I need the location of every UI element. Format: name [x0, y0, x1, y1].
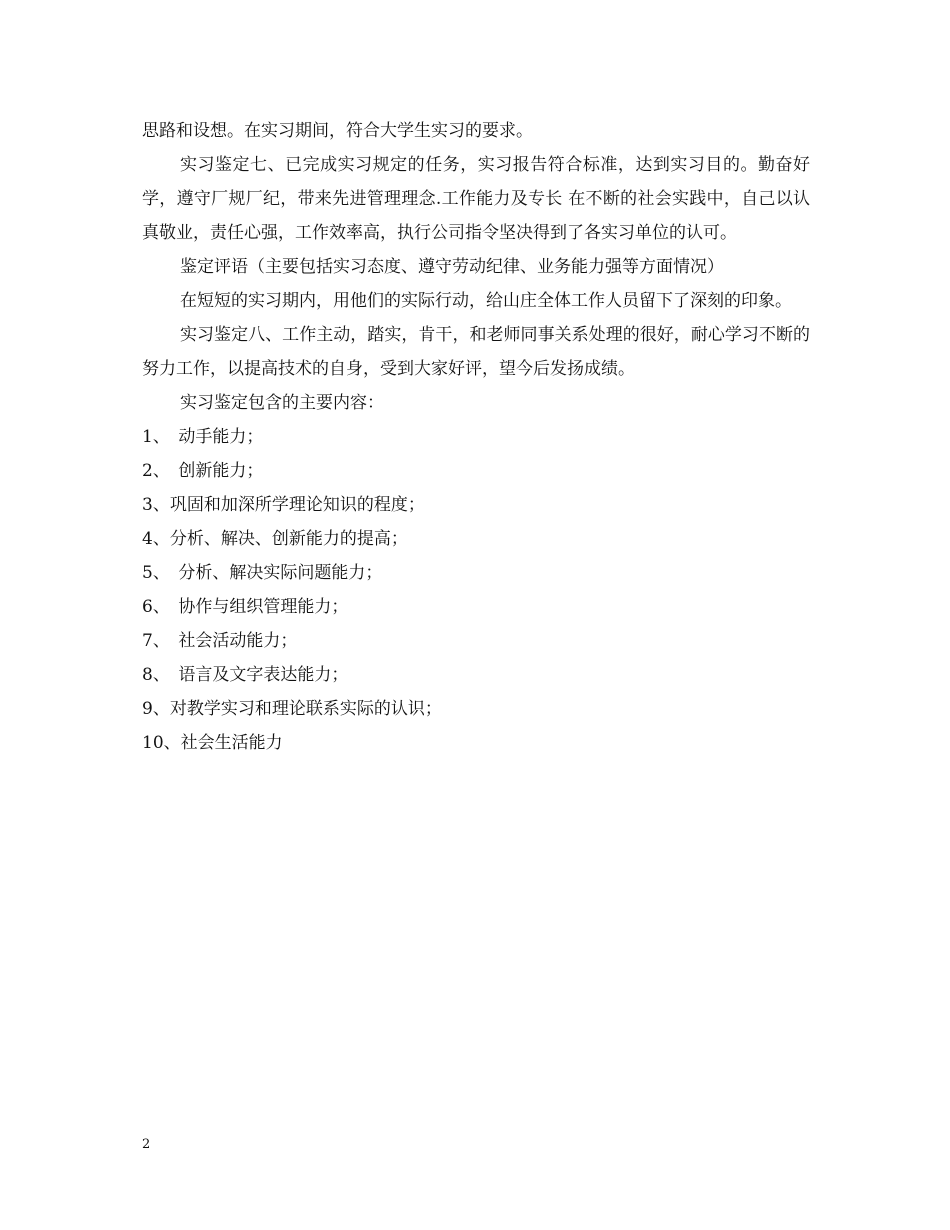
list-item: 5、 分析、解决实际问题能力；	[142, 563, 383, 583]
list-item: 1、 动手能力；	[142, 427, 264, 447]
list-item: 6、 协作与组织管理能力；	[142, 597, 349, 617]
list-item: 3、巩固和加深所学理论知识的程度；	[142, 495, 425, 515]
paragraph-main-contents-heading: 实习鉴定包含的主要内容：	[180, 393, 384, 413]
paragraph-appraisal-eight: 实习鉴定八、工作主动，踏实，肯干，和老师同事关系处理的很好，耐心学习不断的努力工作，以提高技术的自身，受到大家好评，望今后发扬成绩。	[142, 325, 810, 379]
paragraph-appraisal-seven: 实习鉴定七、已完成实习规定的任务，实习报告符合标准，达到实习目的。勤奋好学，遵守厂规厂纪，带来先进管理理念.工作能力及专长 在不断的社会实践中，自己以认真敬业，责任心强，工作效率高，执行公司指令坚决得到了各实习单位的认可。	[142, 155, 810, 243]
list-item: 9、对教学实习和理论联系实际的认识；	[142, 699, 442, 719]
page-number: 2	[142, 1137, 151, 1152]
paragraph-appraisal-comment-heading: 鉴定评语（主要包括实习态度、遵守劳动纪律、业务能力强等方面情况）	[180, 257, 724, 277]
list-item: 10、社会生活能力	[142, 733, 283, 753]
document-body	[142, 114, 810, 760]
list-item: 7、 社会活动能力；	[142, 631, 298, 651]
list-item: 4、分析、解决、创新能力的提高；	[142, 529, 408, 549]
list-item: 2、 创新能力；	[142, 461, 264, 481]
contents-list	[142, 420, 810, 760]
paragraph-continuation: 思路和设想。在实习期间，符合大学生实习的要求。	[142, 121, 533, 141]
paragraph-short-internship: 在短短的实习期内，用他们的实际行动，给山庄全体工作人员留下了深刻的印象。	[180, 291, 792, 311]
list-item: 8、 语言及文字表达能力；	[142, 665, 349, 685]
